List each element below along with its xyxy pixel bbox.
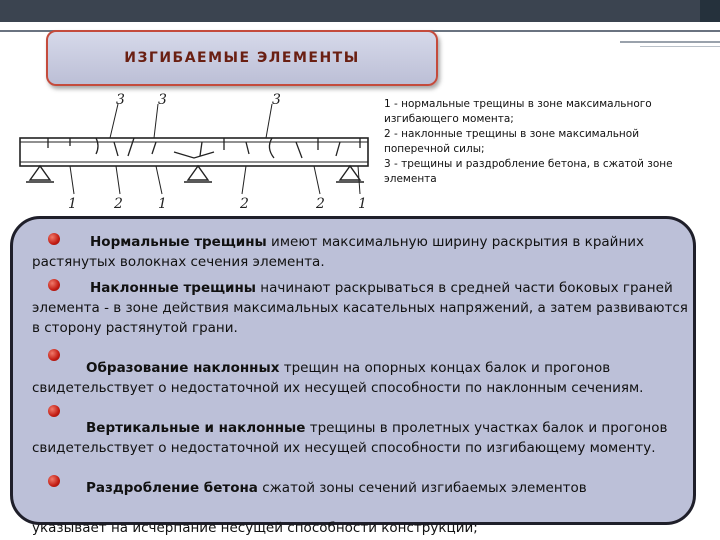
crack-marks xyxy=(48,138,360,158)
paragraph-bold: Вертикальные и наклонные xyxy=(86,420,306,436)
paragraph-text: трещины в пролетных участках балок и прогонов свидетельствует о недостаточной их несущей способности по изгибающему моменту. xyxy=(32,420,668,456)
legend xyxy=(384,97,706,187)
diagram-labels xyxy=(68,92,367,212)
diagram-label: 3 xyxy=(116,92,125,108)
diagram-label: 2 xyxy=(240,196,249,212)
last-line-text: указывает на исчерпание несущей способности конструкции; xyxy=(32,520,478,536)
diagram-label: 1 xyxy=(68,196,77,212)
top-bar xyxy=(0,0,720,22)
paragraph xyxy=(32,478,694,498)
paragraph-bold: Наклонные трещины xyxy=(90,280,257,296)
beam-crack-diagram xyxy=(14,90,376,212)
header-rule-short xyxy=(620,41,720,43)
paragraph-text: начинают раскрываться в средней части боковых граней элемента - в зоне действия максимальных касательных напряжений, а затем развиваются в сторону растянутой грани. xyxy=(32,280,688,336)
diagram-label: 2 xyxy=(316,196,325,212)
diagram-label: 1 xyxy=(358,196,367,212)
paragraph-bold: Образование наклонных xyxy=(86,360,280,376)
paragraph-bold: Раздробление бетона xyxy=(86,480,258,496)
paragraph-text: сжатой зоны сечений изгибаемых элементов xyxy=(257,480,587,496)
header-rule-shorter xyxy=(640,46,720,47)
paragraph xyxy=(32,278,694,338)
supports xyxy=(26,166,364,182)
legend-item: 3 - трещины и раздробление бетона, в сжатой зоне элемента xyxy=(384,158,673,185)
content-text xyxy=(32,232,694,498)
legend-item: 2 - наклонные трещины в зоне максимальной поперечной силы; xyxy=(384,128,640,155)
diagram-label: 3 xyxy=(158,92,167,108)
paragraph-text: имеют максимальную ширину раскрытия в крайних растянутых волокнах сечения элемента. xyxy=(32,234,645,270)
diagram-label: 3 xyxy=(272,92,281,108)
paragraph-bold: Нормальные трещины xyxy=(90,234,267,250)
diagram-label: 2 xyxy=(114,196,123,212)
page-title: ИЗГИБАЕМЫЕ ЭЛЕМЕНТЫ xyxy=(124,50,360,66)
beam xyxy=(20,138,368,166)
paragraph-text: трещин на опорных концах балок и прогонов свидетельствует о недостаточной их несущей способности по наклонным сечениям. xyxy=(32,360,644,396)
paragraph xyxy=(32,358,694,398)
top-bar-accent xyxy=(700,0,720,22)
title-box xyxy=(46,30,438,86)
legend-item: 1 - нормальные трещины в зоне максимального изгибающего момента; xyxy=(384,98,652,125)
diagram-label: 1 xyxy=(158,196,167,212)
paragraph xyxy=(32,418,694,458)
leader-lines xyxy=(70,104,360,194)
paragraph xyxy=(32,232,694,272)
